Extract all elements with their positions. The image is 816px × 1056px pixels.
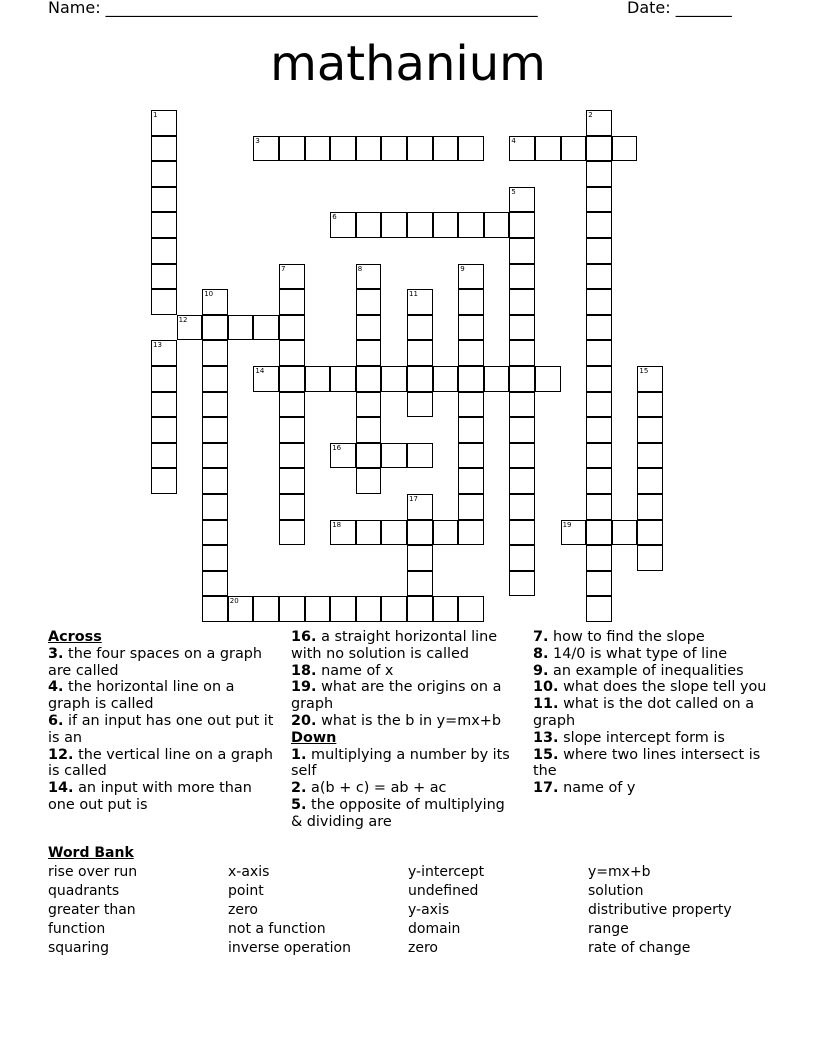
grid-cell[interactable] bbox=[509, 468, 535, 494]
grid-cell[interactable] bbox=[458, 494, 484, 520]
grid-cell[interactable] bbox=[381, 136, 407, 162]
grid-cell[interactable] bbox=[433, 596, 459, 622]
grid-cell[interactable] bbox=[586, 136, 612, 162]
grid-cell[interactable] bbox=[279, 136, 305, 162]
grid-cell[interactable] bbox=[407, 596, 433, 622]
grid-cell[interactable] bbox=[458, 417, 484, 443]
across-clue: 12. the vertical line on a graph is called bbox=[48, 746, 274, 780]
grid-cell[interactable] bbox=[151, 187, 177, 213]
grid-cell[interactable] bbox=[509, 494, 535, 520]
word-bank-item: zero bbox=[228, 902, 258, 918]
grid-cell[interactable] bbox=[202, 315, 228, 341]
grid-cell[interactable] bbox=[356, 443, 382, 469]
word-bank-item: domain bbox=[408, 921, 461, 937]
grid-cell[interactable] bbox=[279, 340, 305, 366]
grid-cell[interactable] bbox=[151, 110, 177, 136]
grid-cell[interactable] bbox=[612, 136, 638, 162]
grid-cell[interactable] bbox=[228, 315, 254, 341]
grid-cell[interactable] bbox=[305, 136, 331, 162]
grid-cell[interactable] bbox=[356, 392, 382, 418]
grid-cell[interactable] bbox=[433, 366, 459, 392]
clues-column-2 bbox=[291, 629, 516, 831]
grid-cell[interactable] bbox=[151, 392, 177, 418]
grid-cell[interactable] bbox=[381, 366, 407, 392]
grid-cell[interactable] bbox=[407, 494, 433, 520]
grid-cell[interactable] bbox=[253, 315, 279, 341]
word-bank-item: rate of change bbox=[588, 940, 691, 956]
grid-cell[interactable] bbox=[561, 520, 587, 546]
grid-cell[interactable] bbox=[586, 366, 612, 392]
grid-cell[interactable] bbox=[637, 494, 663, 520]
grid-cell[interactable] bbox=[279, 494, 305, 520]
grid-cell[interactable] bbox=[202, 545, 228, 571]
grid-cell[interactable] bbox=[561, 136, 587, 162]
grid-cell[interactable] bbox=[458, 392, 484, 418]
grid-cell[interactable] bbox=[509, 392, 535, 418]
word-bank-item: undefined bbox=[408, 883, 479, 899]
grid-cell[interactable] bbox=[305, 366, 331, 392]
grid-cell[interactable] bbox=[202, 596, 228, 622]
grid-cell[interactable] bbox=[586, 468, 612, 494]
word-bank-item: point bbox=[228, 883, 264, 899]
grid-cell[interactable] bbox=[586, 289, 612, 315]
word-bank-item: range bbox=[588, 921, 629, 937]
grid-cell[interactable] bbox=[509, 264, 535, 290]
clues-column-1 bbox=[48, 629, 278, 814]
grid-cell[interactable] bbox=[458, 212, 484, 238]
clue-number: 9 bbox=[460, 264, 465, 273]
grid-cell[interactable] bbox=[151, 366, 177, 392]
grid-cell[interactable] bbox=[407, 545, 433, 571]
grid-cell[interactable] bbox=[151, 417, 177, 443]
grid-cell[interactable] bbox=[228, 596, 254, 622]
grid-cell[interactable] bbox=[202, 366, 228, 392]
date-field[interactable]: Date: _______ bbox=[627, 0, 732, 17]
grid-cell[interactable] bbox=[586, 264, 612, 290]
grid-cell[interactable] bbox=[458, 340, 484, 366]
clues-column-3 bbox=[533, 629, 773, 797]
grid-cell[interactable] bbox=[586, 494, 612, 520]
grid-cell[interactable] bbox=[458, 136, 484, 162]
grid-cell[interactable] bbox=[509, 443, 535, 469]
grid-cell[interactable] bbox=[356, 136, 382, 162]
down-clue: 11. what is the dot called on a graph bbox=[533, 696, 755, 729]
down-clue: 10. what does the slope tell you bbox=[533, 679, 767, 696]
grid-cell[interactable] bbox=[509, 212, 535, 238]
grid-cell[interactable] bbox=[381, 443, 407, 469]
grid-cell[interactable] bbox=[509, 136, 535, 162]
down-clue: 17. name of y bbox=[533, 780, 636, 797]
down-clue: 5. the opposite of multiplying & dividing are bbox=[291, 796, 505, 830]
grid-cell[interactable] bbox=[407, 571, 433, 597]
clue-number: 20 bbox=[229, 597, 239, 606]
down-heading: Down bbox=[291, 729, 337, 746]
word-bank-item: not a function bbox=[228, 921, 326, 937]
grid-cell[interactable] bbox=[202, 289, 228, 315]
grid-cell[interactable] bbox=[330, 136, 356, 162]
grid-cell[interactable] bbox=[509, 520, 535, 546]
clue-number: 19 bbox=[562, 520, 572, 529]
clue-number: 3 bbox=[255, 136, 260, 145]
grid-cell[interactable] bbox=[202, 571, 228, 597]
grid-cell[interactable] bbox=[253, 596, 279, 622]
grid-cell[interactable] bbox=[509, 289, 535, 315]
across-clue: 4. the horizontal line on a graph is called bbox=[48, 679, 235, 713]
grid-cell[interactable] bbox=[279, 596, 305, 622]
grid-cell[interactable] bbox=[202, 494, 228, 520]
word-bank-item: rise over run bbox=[48, 864, 138, 880]
grid-cell[interactable] bbox=[458, 289, 484, 315]
clue-number: 7 bbox=[281, 264, 286, 273]
page-title: mathanium bbox=[270, 36, 546, 92]
grid-cell[interactable] bbox=[330, 520, 356, 546]
grid-cell[interactable] bbox=[637, 520, 663, 546]
clue-number: 11 bbox=[409, 290, 418, 299]
grid-cell[interactable] bbox=[151, 289, 177, 315]
grid-cell[interactable] bbox=[458, 468, 484, 494]
grid-cell[interactable] bbox=[407, 520, 433, 546]
grid-cell[interactable] bbox=[279, 289, 305, 315]
grid-cell[interactable] bbox=[458, 264, 484, 290]
clue-number: 2 bbox=[588, 111, 593, 119]
word-bank-item: distributive property bbox=[588, 902, 732, 918]
word-bank-item: inverse operation bbox=[228, 940, 351, 956]
grid-cell[interactable] bbox=[407, 136, 433, 162]
grid-cell[interactable] bbox=[407, 366, 433, 392]
grid-cell[interactable] bbox=[509, 571, 535, 597]
grid-cell[interactable] bbox=[202, 392, 228, 418]
down-clue: 2. a(b + c) = ab + ac bbox=[291, 780, 447, 797]
grid-cell[interactable] bbox=[202, 340, 228, 366]
word-bank-item: greater than bbox=[48, 902, 136, 918]
grid-cell[interactable] bbox=[458, 315, 484, 341]
grid-cell[interactable] bbox=[458, 520, 484, 546]
grid-cell[interactable] bbox=[356, 468, 382, 494]
grid-cell[interactable] bbox=[586, 110, 612, 136]
grid-cell[interactable] bbox=[509, 315, 535, 341]
grid-cell[interactable] bbox=[177, 315, 203, 341]
word-bank-item: y-intercept bbox=[408, 864, 485, 880]
down-clue: 9. an example of inequalities bbox=[533, 662, 744, 679]
grid-cell[interactable] bbox=[202, 417, 228, 443]
grid-cell[interactable] bbox=[637, 545, 663, 571]
word-bank-item: quadrants bbox=[48, 883, 120, 899]
grid-cell[interactable] bbox=[433, 136, 459, 162]
grid-cell[interactable] bbox=[509, 238, 535, 264]
grid-cell[interactable] bbox=[535, 136, 561, 162]
clue-number: 13 bbox=[153, 341, 162, 350]
grid-cell[interactable] bbox=[356, 596, 382, 622]
clue-number: 8 bbox=[357, 264, 363, 273]
grid-cell[interactable] bbox=[151, 340, 177, 366]
word-bank-item: zero bbox=[408, 940, 438, 956]
word-bank-item: y=mx+b bbox=[588, 864, 651, 880]
grid-cell[interactable] bbox=[151, 212, 177, 238]
grid-cell[interactable] bbox=[586, 571, 612, 597]
down-clue: 1. multiplying a number by its self bbox=[291, 746, 510, 780]
grid-cell[interactable] bbox=[330, 443, 356, 469]
grid-cell[interactable] bbox=[458, 366, 484, 392]
across-clue: 14. an input with more than one out put is bbox=[48, 780, 252, 813]
grid-cell[interactable] bbox=[151, 264, 177, 290]
grid-cell[interactable] bbox=[356, 417, 382, 443]
grid-cell[interactable] bbox=[381, 596, 407, 622]
across-clue: 16. a straight horizontal line with no solution is called bbox=[291, 629, 498, 662]
grid-cell[interactable] bbox=[279, 443, 305, 469]
grid-cell[interactable] bbox=[407, 340, 433, 366]
clue-number: 15 bbox=[639, 367, 649, 375]
grid-cell[interactable] bbox=[151, 136, 177, 162]
grid-cell[interactable] bbox=[151, 468, 177, 494]
word-bank-item: solution bbox=[588, 883, 644, 899]
grid-cell[interactable] bbox=[407, 392, 433, 418]
grid-cell[interactable] bbox=[586, 187, 612, 213]
grid-cell[interactable] bbox=[586, 340, 612, 366]
grid-cell[interactable] bbox=[330, 212, 356, 238]
grid-cell[interactable] bbox=[484, 212, 510, 238]
grid-cell[interactable] bbox=[458, 596, 484, 622]
grid-cell[interactable] bbox=[509, 417, 535, 443]
word-bank-title: Word Bank bbox=[48, 845, 134, 861]
grid-cell[interactable] bbox=[253, 366, 279, 392]
clue-number: 6 bbox=[332, 213, 337, 222]
grid-cell[interactable] bbox=[202, 443, 228, 469]
clue-number: 4 bbox=[511, 136, 516, 145]
grid-cell[interactable] bbox=[484, 366, 510, 392]
across-clue: 18. name of x bbox=[291, 662, 394, 679]
clue-number: 18 bbox=[332, 520, 342, 529]
grid-cell[interactable] bbox=[586, 417, 612, 443]
word-bank-item: function bbox=[48, 921, 106, 937]
name-field[interactable]: Name: ______________________________________________________ bbox=[48, 0, 538, 17]
word-bank-item: x-axis bbox=[228, 864, 270, 880]
grid-cell[interactable] bbox=[586, 392, 612, 418]
grid-cell[interactable] bbox=[509, 187, 535, 213]
grid-cell[interactable] bbox=[356, 366, 382, 392]
grid-cell[interactable] bbox=[202, 468, 228, 494]
grid-cell[interactable] bbox=[407, 212, 433, 238]
grid-cell[interactable] bbox=[586, 545, 612, 571]
word-bank-item: squaring bbox=[48, 940, 110, 956]
grid-cell[interactable] bbox=[509, 340, 535, 366]
grid-cell[interactable] bbox=[330, 596, 356, 622]
grid-cell[interactable] bbox=[637, 366, 663, 392]
grid-cell[interactable] bbox=[356, 264, 382, 290]
grid-cell[interactable] bbox=[279, 264, 305, 290]
grid-cell[interactable] bbox=[356, 212, 382, 238]
grid-cell[interactable] bbox=[305, 596, 331, 622]
grid-cell[interactable] bbox=[612, 520, 638, 546]
clue-number: 17 bbox=[409, 495, 418, 503]
grid-cell[interactable] bbox=[381, 212, 407, 238]
grid-cell[interactable] bbox=[586, 212, 612, 238]
grid-cell[interactable] bbox=[253, 136, 279, 162]
grid-cell[interactable] bbox=[407, 315, 433, 341]
grid-cell[interactable] bbox=[535, 366, 561, 392]
clue-number: 14 bbox=[255, 367, 265, 375]
grid-cell[interactable] bbox=[586, 596, 612, 622]
grid-cell[interactable] bbox=[356, 340, 382, 366]
grid-cell[interactable] bbox=[330, 366, 356, 392]
grid-cell[interactable] bbox=[279, 468, 305, 494]
grid-cell[interactable] bbox=[637, 417, 663, 443]
clue-number: 10 bbox=[204, 290, 214, 299]
across-heading: Across bbox=[48, 629, 102, 645]
across-clue: 6. if an input has one out put it is an bbox=[48, 712, 274, 746]
grid-cell[interactable] bbox=[586, 443, 612, 469]
down-clue: 7. how to find the slope bbox=[533, 629, 705, 645]
down-clue: 8. 14/0 is what type of line bbox=[533, 645, 728, 662]
grid-cell[interactable] bbox=[279, 315, 305, 341]
grid-cell[interactable] bbox=[279, 417, 305, 443]
clue-number: 1 bbox=[153, 111, 158, 119]
grid-cell[interactable] bbox=[407, 289, 433, 315]
grid-cell[interactable] bbox=[637, 392, 663, 418]
grid-cell[interactable] bbox=[202, 520, 228, 546]
down-clue: 15. where two lines intersect is the bbox=[533, 746, 761, 780]
clue-number: 12 bbox=[178, 315, 188, 324]
across-clue: 3. the four spaces on a graph are called bbox=[48, 645, 263, 679]
across-clue: 20. what is the b in y=mx+b bbox=[291, 712, 501, 729]
grid-cell[interactable] bbox=[151, 161, 177, 187]
grid-cell[interactable] bbox=[458, 443, 484, 469]
grid-cell[interactable] bbox=[407, 443, 433, 469]
grid-cell[interactable] bbox=[433, 520, 459, 546]
grid-cell[interactable] bbox=[586, 520, 612, 546]
grid-cell[interactable] bbox=[509, 366, 535, 392]
grid-cell[interactable] bbox=[586, 315, 612, 341]
grid-cell[interactable] bbox=[586, 161, 612, 187]
grid-cell[interactable] bbox=[279, 366, 305, 392]
clue-number: 5 bbox=[511, 187, 516, 196]
grid-cell[interactable] bbox=[586, 238, 612, 264]
down-clue: 13. slope intercept form is bbox=[533, 729, 725, 746]
across-clue: 19. what are the origins on a graph bbox=[291, 679, 502, 713]
grid-cell[interactable] bbox=[433, 212, 459, 238]
grid-cell[interactable] bbox=[509, 545, 535, 571]
word-bank-item: y-axis bbox=[408, 902, 450, 918]
grid-cell[interactable] bbox=[381, 520, 407, 546]
grid-cell[interactable] bbox=[637, 468, 663, 494]
grid-cell[interactable] bbox=[279, 392, 305, 418]
clue-number: 16 bbox=[332, 443, 342, 452]
grid-cell[interactable] bbox=[356, 289, 382, 315]
grid-cell[interactable] bbox=[151, 443, 177, 469]
grid-cell[interactable] bbox=[151, 238, 177, 264]
grid-cell[interactable] bbox=[356, 315, 382, 341]
grid-cell[interactable] bbox=[637, 443, 663, 469]
grid-cell[interactable] bbox=[279, 520, 305, 546]
grid-cell[interactable] bbox=[356, 520, 382, 546]
